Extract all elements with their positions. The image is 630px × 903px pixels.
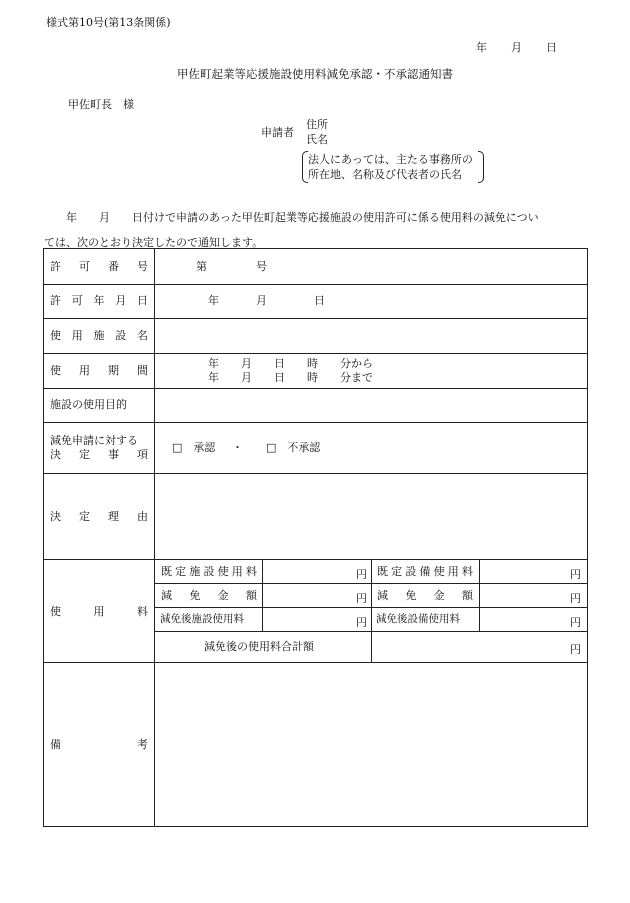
date-month: 月: [511, 41, 522, 54]
fee-label: 使 用 料: [50, 605, 148, 618]
decision-reject-option[interactable]: □ 不承認: [266, 441, 321, 454]
period-label: 使 用 期 間: [50, 364, 148, 377]
fee-row1-left-label: 既 定 施 設 使 用 料: [161, 565, 257, 578]
date-year: 年: [476, 41, 487, 54]
date-day: 日: [546, 41, 557, 54]
purpose-label: 施設の使用目的: [50, 398, 127, 411]
decision-label-line1: 減免申請に対する: [50, 434, 138, 447]
fee-row1-right-label: 既 定 設 備 使 用 料: [377, 565, 473, 578]
corporation-note-line2: 所在地、名称及び代表者の氏名: [308, 168, 462, 181]
corporation-note-line1: 法人にあっては、主たる事務所の: [308, 153, 473, 166]
fee-row3-left-yen: 円: [356, 616, 367, 629]
form-number: 様式第10号(第13条関係): [46, 16, 171, 29]
remarks-label: 備 考: [50, 738, 148, 751]
fee-row2-left-yen: 円: [356, 592, 367, 605]
facility-name-label: 使 用 施 設 名: [50, 329, 148, 342]
fee-row1-left-yen: 円: [356, 568, 367, 581]
fee-total-yen: 円: [570, 643, 581, 656]
decision-table: [43, 248, 588, 827]
body-line2: ては、次のとおり決定したので通知します。: [44, 236, 264, 249]
fee-row2-right-yen: 円: [570, 592, 581, 605]
address-label: 住所: [306, 118, 328, 131]
period-to: 年 月 日 時 分まで: [208, 371, 373, 384]
fee-row1-right-yen: 円: [570, 568, 581, 581]
right-bracket: [478, 151, 484, 183]
permit-date-month: 月: [256, 294, 267, 307]
permit-number-suffix: 号: [256, 260, 267, 273]
fee-row3-right-yen: 円: [570, 616, 581, 629]
name-label: 氏名: [306, 133, 328, 146]
issue-date: [476, 42, 557, 53]
fee-row2-left-label: 減 免 金 額: [161, 589, 257, 602]
addressee: 甲佐町長 様: [68, 98, 134, 111]
permit-number-prefix: 第: [196, 260, 207, 273]
decision-separator: ・: [232, 441, 243, 454]
permit-number-label: 許 可 番 号: [50, 260, 148, 273]
decision-label-line2: 決 定 事 項: [50, 448, 148, 461]
permit-date-day: 日: [314, 294, 325, 307]
body-line1: 年 月 日付けで申請のあった甲佐町起業等応援施設の使用許可に係る使用料の減免につい: [66, 211, 539, 224]
fee-total-label: 減免後の使用料合計額: [204, 640, 314, 653]
applicant-label: 申請者: [261, 126, 294, 139]
period-from: 年 月 日 時 分から: [208, 357, 373, 370]
permit-date-year: 年: [208, 294, 219, 307]
fee-row3-left-label: 減免後施設使用料: [160, 613, 244, 625]
fee-row2-right-label: 減 免 金 額: [377, 589, 473, 602]
permit-date-label: 許 可 年 月 日: [50, 294, 148, 307]
corporation-note: [302, 151, 484, 183]
document-title: 甲佐町起業等応援施設使用料減免承認・不承認通知書: [177, 67, 453, 81]
fee-row3-right-label: 減免後設備使用料: [376, 613, 460, 625]
reason-label: 決 定 理 由: [50, 510, 148, 523]
decision-approve-option[interactable]: □ 承認: [172, 441, 216, 454]
